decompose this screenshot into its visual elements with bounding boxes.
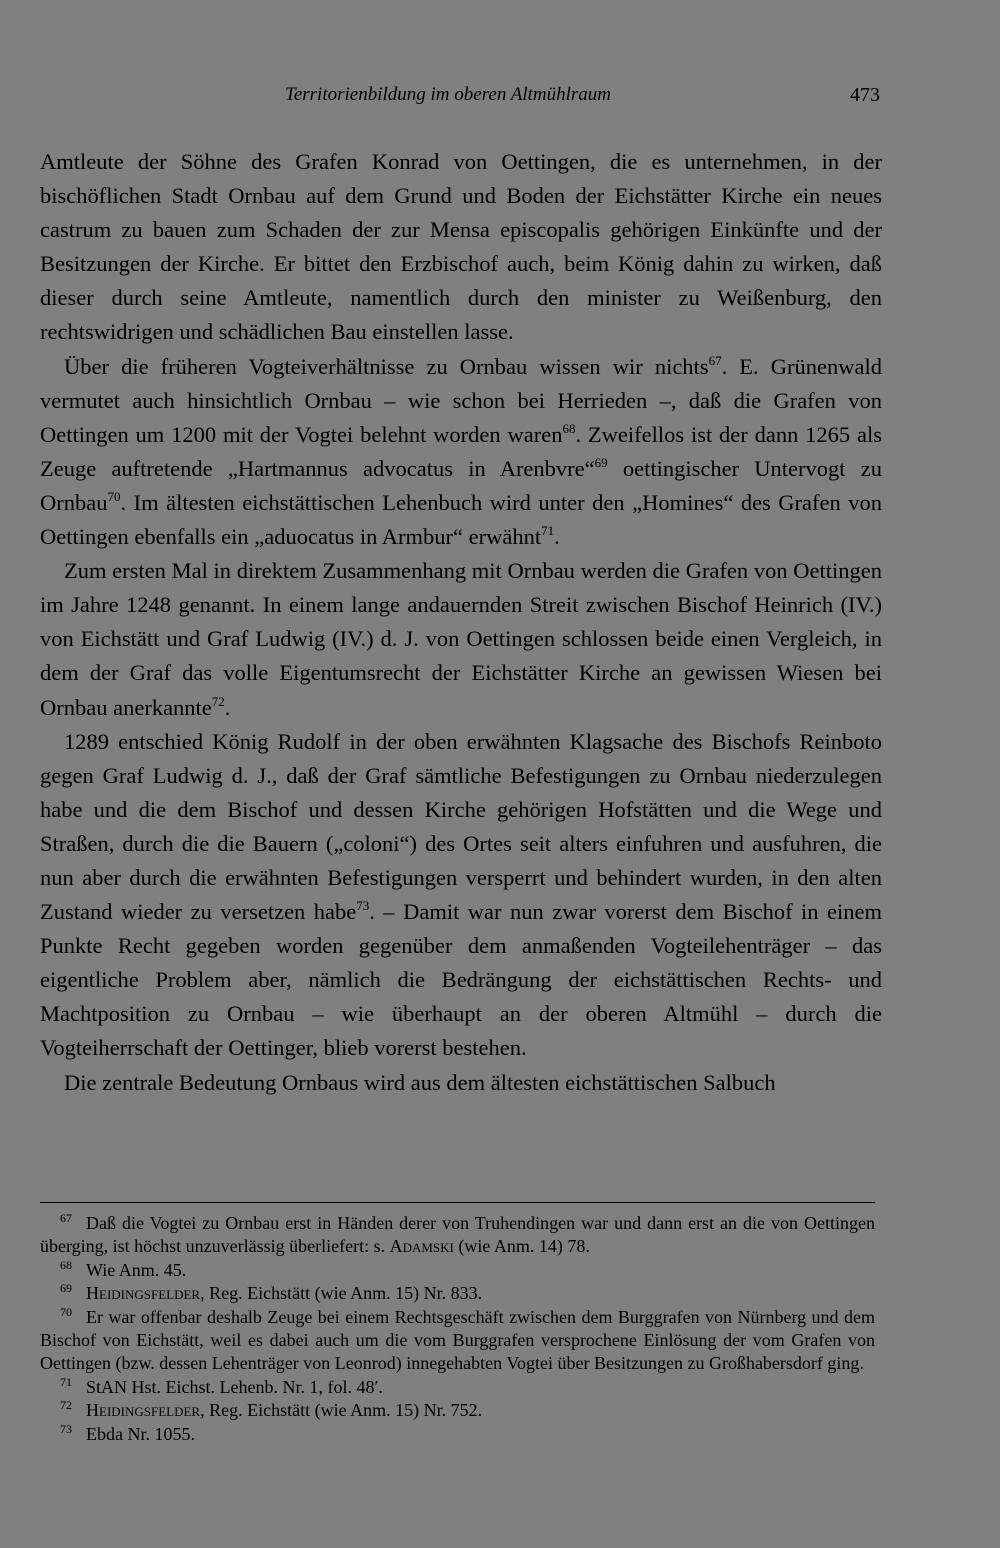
- paragraph-2-text: . Zweifellos ist der dann 1265 als Zeuge auftretende „Hartmannus advocatus in Arenbvre“: [40, 421, 882, 481]
- paragraph-2-text: . Im ältesten eichstättischen Lehenbuch wird unter den „Homines“ des Grafen von Oettingen ebenfalls ein „aduocatus in Armbur“ erwähnt: [40, 489, 882, 550]
- footnote-ref-68: 68: [562, 420, 576, 436]
- footnote-ref-71: 71: [541, 523, 555, 539]
- footnote-text: (wie Anm. 14) 78.: [453, 1236, 590, 1257]
- footnote-ref-73: 73: [356, 898, 370, 914]
- footnote-69: 69 Heidingsfelder, Reg. Eichstätt (wie Anm. 15) Nr. 833.: [60, 1281, 483, 1304]
- footnotes: [40, 1212, 875, 1446]
- paragraph-2-text: oettingischer Untervogt zu Ornbau: [40, 455, 882, 515]
- footnote-72: 72 Heidingsfelder, Reg. Eichstätt (wie Anm. 15) Nr. 752.: [60, 1398, 483, 1421]
- paragraph-2-text: .: [554, 524, 560, 550]
- author-name: Adamski: [389, 1236, 454, 1257]
- paragraph-4: [40, 725, 882, 1066]
- author-name: Heidingsfelder: [86, 1400, 201, 1421]
- paragraph-3-text: Zum ersten Mal in direktem Zusammenhang mit Ornbau werden die Grafen von Oettingen im Jahre 1248 genannt. In einem lange andauernden Streit zwischen Bischof Heinrich (IV.) von Eichstätt und Graf Ludwig (IV.) d. J. von Oettingen schlossen beide einen Vergleich, in dem der Graf das volle Eigentumsrecht der Eichstätter Kirche an gewissen Wiesen bei Ornbau anerkannte: [40, 558, 882, 720]
- footnote-73: 73 Ebda Nr. 1055.: [60, 1421, 195, 1444]
- footnote-ref-67: 67: [708, 352, 722, 368]
- footnote-text: Er war offenbar deshalb Zeuge bei einem Rechtsgeschäft zwischen dem Burggrafen von Nürnberg und dem Bischof von Eichstätt, weil es dabei auch um die vom Burggrafen versprochene Einlösung der vom Grafen von Oettingen (bzw. dessen Lehenträger von Leonrod) innegehabten Vogtei über Besitzungen zu Großhabersdorf ging.: [40, 1306, 875, 1374]
- paragraph-1: Amtleute der Söhne des Grafen Konrad von Oettingen, die es unternehmen, in der bischöflichen Stadt Ornbau auf dem Grund und Boden der Eichstätter Kirche ein neues castrum zu bauen zum Schaden der zur Mensa episcopalis gehörigen Einkünfte und der Besitzungen der Kirche. Er bittet den Erzbischof auch, beim König dahin zu wirken, daß dieser durch seine Amtleute, namentlich durch den minister zu Weißenburg, den rechtswidrigen und schädlichen Bau einstellen lasse.: [40, 149, 882, 345]
- footnote-ref-69: 69: [594, 454, 608, 470]
- paragraph-4-text: 1289 entschied König Rudolf in der oben erwähnten Klagsache des Bischofs Reinboto gegen Graf Ludwig d. J., daß der Graf sämtliche Befestigungen zu Ornbau niederzulegen habe und die dem Bischof und dessen Kirche gehörigen Hofstätten und die Wege und Straßen, durch die die Bauern („coloni“) des Ortes seit alters einfuhren und ausfuhren, die nun aber durch die erwähnten Befestigungen versperrt und behindert wurden, in den alten Zustand wieder zu versetzen habe: [40, 728, 882, 925]
- footnote-text: , Reg. Eichstätt (wie Anm. 15) Nr. 752.: [200, 1400, 483, 1421]
- footnote-text: StAN Hst. Eichst. Lehenb. Nr. 1, fol. 48′.: [86, 1376, 383, 1397]
- body-text: [40, 145, 882, 1100]
- footnote-text: Daß die Vogtei zu Ornbau erst in Händen derer von Truhendingen war und dann erst an die von Oettingen überging, ist höchst unzuverlässig überliefert: s.: [40, 1213, 875, 1257]
- paragraph-2: [40, 350, 882, 555]
- paragraph-3-text: .: [224, 694, 231, 720]
- footnote-text: , Reg. Eichstätt (wie Anm. 15) Nr. 833.: [200, 1283, 483, 1304]
- running-title: Territorienbildung im oberen Altmühlraum: [285, 84, 612, 105]
- footnote-divider: [40, 1202, 875, 1203]
- footnote-text: Ebda Nr. 1055.: [86, 1423, 195, 1444]
- running-head: [40, 84, 880, 112]
- page-number: 473: [850, 84, 880, 106]
- footnote-text: Wie Anm. 45.: [86, 1259, 187, 1280]
- footnote-71: 71 StAN Hst. Eichst. Lehenb. Nr. 1, fol. 48′.: [60, 1374, 383, 1397]
- footnote-ref-70: 70: [107, 488, 121, 504]
- paragraph-2-text: . E. Grünenwald vermutet auch hinsichtlich Ornbau – wie schon bei Herrieden –, daß die Grafen von Oettingen um 1200 mit der Vogtei belehnt worden waren: [40, 353, 882, 447]
- paragraph-2-text: Über die früheren Vogteiverhältnisse zu Ornbau wissen wir nichts: [64, 353, 709, 379]
- author-name: Heidingsfelder: [86, 1283, 201, 1304]
- footnote-70: 70 Er war offenbar deshalb Zeuge bei einem Rechtsgeschäft zwischen dem Burggrafen von Nürnberg und dem Bischof von Eichstätt, weil es dabei auch um die vom Burggrafen versprochene Einlösung der vom Grafen von Oettingen (bzw. dessen Lehenträger von Leonrod) innegehabten Vogtei über Besitzungen zu Großhabersdorf ging.: [40, 1304, 875, 1374]
- footnote-ref-72: 72: [211, 693, 225, 709]
- paragraph-5: Die zentrale Bedeutung Ornbaus wird aus dem ältesten eichstättischen Salbuch: [64, 1069, 776, 1095]
- paragraph-3: [40, 554, 882, 724]
- footnote-67: 67 Daß die Vogtei zu Ornbau erst in Händen derer von Truhendingen war und dann erst an die von Oettingen überging, ist höchst unzuverlässig überliefert: s. Adamski (wie Anm. 14) 78.: [40, 1211, 875, 1257]
- paragraph-4-text: . – Damit war nun zwar vorerst dem Bischof in einem Punkte Recht gegeben worden gegenüber dem anmaßenden Vogteilehenträger – das eigentliche Problem aber, nämlich die Bedrängung der eichstättischen Rechts- und Machtposition zu Ornbau – wie überhaupt an der oberen Altmühl – durch die Vogteiherrschaft der Oettinger, blieb vorerst bestehen.: [40, 899, 882, 1061]
- footnote-68: 68 Wie Anm. 45.: [60, 1257, 187, 1280]
